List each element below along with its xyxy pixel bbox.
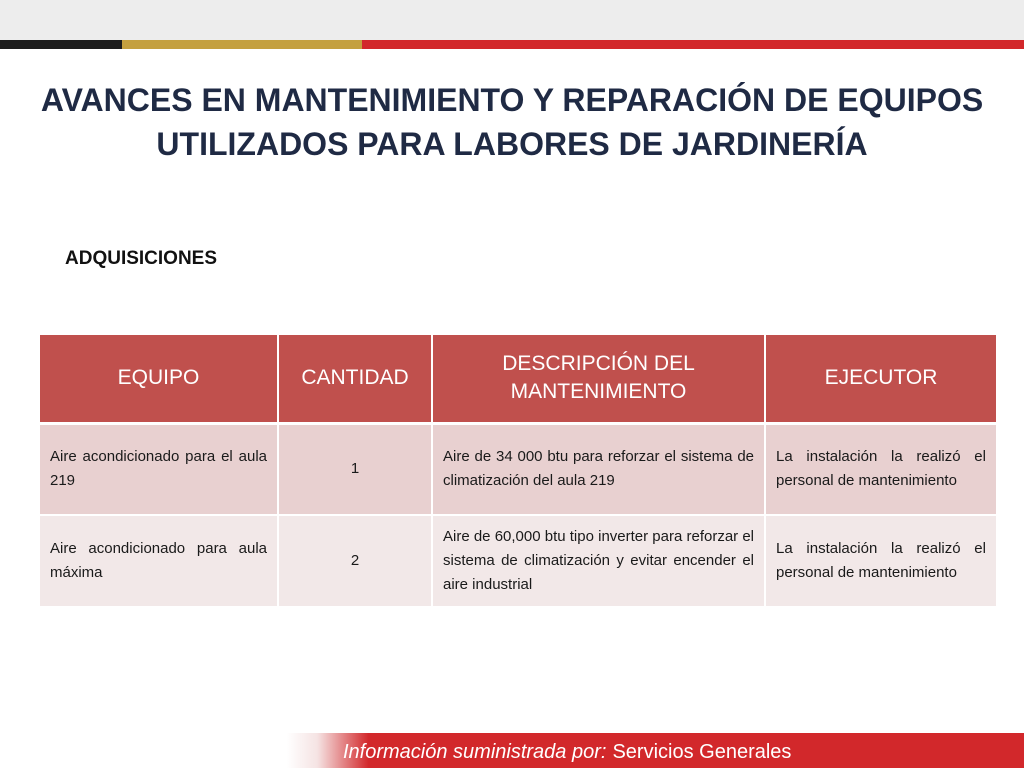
cell-descripcion: Aire de 34 000 btu para reforzar el sistema de climatización del aula 219 [432, 423, 765, 515]
cell-cantidad: 2 [278, 515, 432, 607]
cell-descripcion: Aire de 60,000 btu tipo inverter para reforzar el sistema de climatización y evitar encender el aire industrial [432, 515, 765, 607]
page-title: AVANCES EN MANTENIMIENTO Y REPARACIÓN DE EQUIPOS UTILIZADOS PARA LABORES DE JARDINERÍA [40, 82, 984, 162]
header-descripcion: DESCRIPCIÓN DEL MANTENIMIENTO [432, 335, 765, 423]
header-ejecutor: EJECUTOR [765, 335, 996, 423]
decorative-stripe-black [0, 40, 122, 49]
footer-label: Información suministrada por: [343, 741, 607, 763]
top-band [0, 0, 1024, 40]
footer-credit [343, 740, 791, 764]
cell-equipo: Aire acondicionado para el aula 219 [40, 423, 278, 515]
maintenance-table [40, 335, 996, 608]
table-row [40, 423, 996, 515]
header-equipo: EQUIPO [40, 335, 278, 423]
cell-ejecutor: La instalación la realizó el personal de mantenimiento [765, 515, 996, 607]
cell-cantidad: 1 [278, 423, 432, 515]
header-cantidad: CANTIDAD [278, 335, 432, 423]
decorative-stripe-red [362, 40, 1024, 49]
table-header-row [40, 335, 996, 423]
decorative-stripe-gold [122, 40, 362, 49]
cell-equipo: Aire acondicionado para aula máxima [40, 515, 278, 607]
footer-value: Servicios Generales [612, 741, 792, 763]
table-row [40, 515, 996, 607]
cell-ejecutor: La instalación la realizó el personal de mantenimiento [765, 423, 996, 515]
section-heading: ADQUISICIONES [65, 248, 218, 269]
